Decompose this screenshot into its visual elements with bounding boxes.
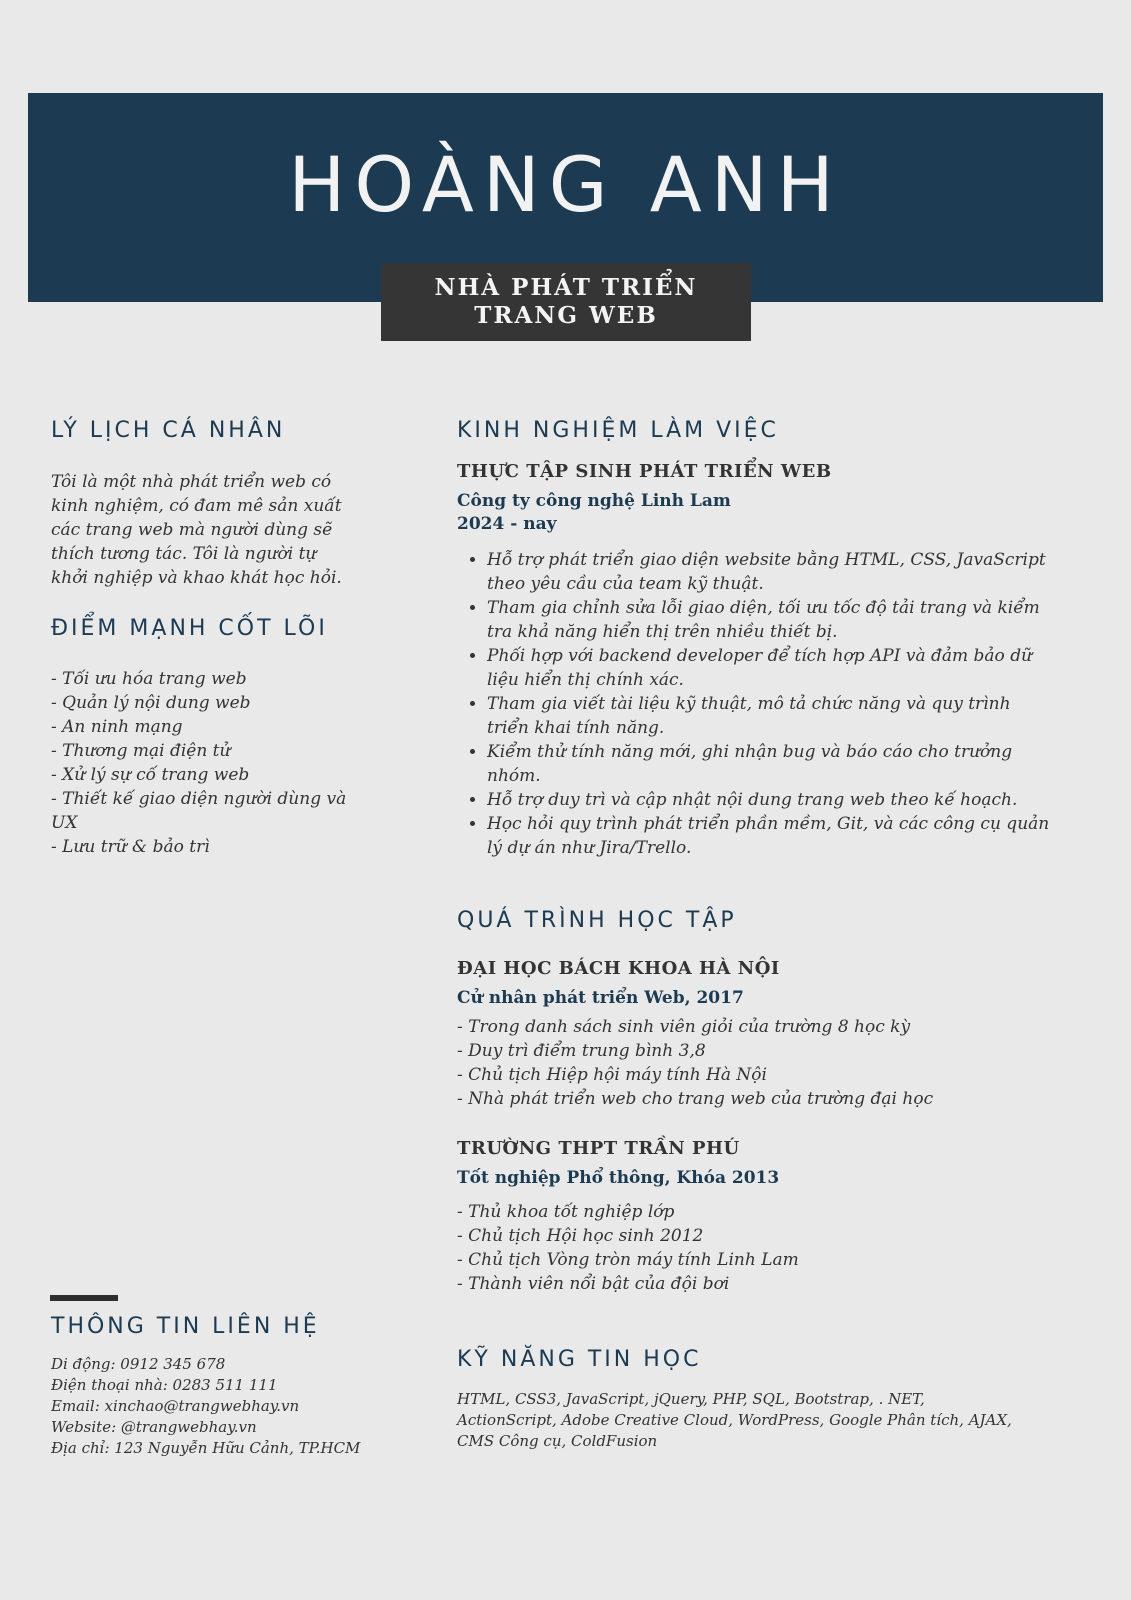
list-item: - Trong danh sách sinh viên giỏi của trường 8 học kỳ <box>457 1017 911 1037</box>
list-item: - Tối ưu hóa trang web <box>51 669 247 689</box>
experience-bullets <box>457 548 1057 860</box>
profile-text: Tôi là một nhà phát triển web có kinh nghiệm, có đam mê sản xuất các trang web mà người dùng sẽ thích tương tác. Tôi là người tự khởi nghiệp và khao khát học hỏi. <box>51 472 342 588</box>
school-name: ĐẠI HỌC BÁCH KHOA HÀ NỘI <box>457 958 780 979</box>
school-name: TRƯỜNG THPT TRẦN PHÚ <box>457 1138 740 1159</box>
job-role <box>416 274 716 330</box>
education-heading: QUÁ TRÌNH HỌC TẬP <box>457 908 737 933</box>
list-item: - Quản lý nội dung web <box>51 693 251 713</box>
list-item: • Học hỏi quy trình phát triển phần mềm, Git, và các công cụ quản lý dự án như Jira/Trello. <box>487 812 1057 860</box>
list-item: - Xử lý sự cố trang web <box>51 765 250 785</box>
school-achievements <box>457 1015 1037 1111</box>
school-degree: Cử nhân phát triển Web, 2017 <box>457 988 744 1008</box>
list-item: - Thiết kế giao diện người dùng và UX <box>51 789 347 833</box>
school-achievements <box>457 1200 1037 1296</box>
strengths-list <box>51 667 356 859</box>
contact-website: Website: @trangwebhay.vn <box>51 1418 257 1436</box>
list-item: - An ninh mạng <box>51 717 183 737</box>
contact-email: Email: xinchao@trangwebhay.vn <box>51 1397 300 1415</box>
list-item: - Thủ khoa tốt nghiệp lớp <box>457 1202 675 1222</box>
contact-heading: THÔNG TIN LIÊN HỆ <box>51 1314 320 1339</box>
contact-list <box>51 1354 360 1459</box>
school-degree: Tốt nghiệp Phổ thông, Khóa 2013 <box>457 1168 780 1188</box>
contact-mobile: Di động: 0912 345 678 <box>51 1355 226 1373</box>
company-name: Công ty công nghệ Linh Lam <box>457 491 731 511</box>
job-period: 2024 - nay <box>457 514 557 534</box>
job-role-line-1: NHÀ PHÁT TRIỂN <box>434 274 698 301</box>
job-role-line-2: TRANG WEB <box>474 302 658 329</box>
list-item: - Chủ tịch Vòng tròn máy tính Linh Lam <box>457 1250 799 1270</box>
job-title: THỰC TẬP SINH PHÁT TRIỂN WEB <box>457 461 832 482</box>
list-item: - Chủ tịch Hiệp hội máy tính Hà Nội <box>457 1065 767 1085</box>
candidate-name: HOÀNG ANH <box>288 140 843 229</box>
list-item: - Duy trì điểm trung bình 3,8 <box>457 1041 706 1061</box>
contact-address: Địa chỉ: 123 Nguyễn Hữu Cảnh, TP.HCM <box>51 1439 361 1457</box>
it-skills-text: HTML, CSS3, JavaScript, jQuery, PHP, SQL, Bootstrap, . NET, ActionScript, Adobe Creative Cloud, WordPress, Google Phân tích, AJAX, CMS Công cụ, ColdFusion <box>457 1390 1012 1450</box>
list-item: • Tham gia chỉnh sửa lỗi giao diện, tối ưu tốc độ tải trang và kiểm tra khả năng hiển thị trên nhiều thiết bị. <box>487 596 1057 644</box>
list-item: - Nhà phát triển web cho trang web của trường đại học <box>457 1089 934 1109</box>
experience-heading: KINH NGHIỆM LÀM VIỆC <box>457 418 779 443</box>
list-item: • Kiểm thử tính năng mới, ghi nhận bug và báo cáo cho trưởng nhóm. <box>487 740 1057 788</box>
list-item: - Chủ tịch Hội học sinh 2012 <box>457 1226 704 1246</box>
it-skills-heading: KỸ NĂNG TIN HỌC <box>457 1347 702 1372</box>
list-item: • Hỗ trợ phát triển giao diện website bằng HTML, CSS, JavaScript theo yêu cầu của team kỹ thuật. <box>487 548 1057 596</box>
list-item: - Thành viên nổi bật của đội bơi <box>457 1274 730 1294</box>
strengths-heading: ĐIỂM MẠNH CỐT LÕI <box>51 616 328 641</box>
list-item: • Phối hợp với backend developer để tích hợp API và đảm bảo dữ liệu hiển thị chính xác. <box>487 644 1057 692</box>
contact-home-phone: Điện thoại nhà: 0283 511 111 <box>51 1376 278 1394</box>
list-item: - Lưu trữ & bảo trì <box>51 837 210 857</box>
list-item: • Hỗ trợ duy trì và cập nhật nội dung trang web theo kế hoạch. <box>487 788 1057 812</box>
profile-heading: LÝ LỊCH CÁ NHÂN <box>51 418 286 443</box>
list-item: - Thương mại điện tử <box>51 741 231 761</box>
contact-divider <box>50 1295 118 1301</box>
role-box <box>381 263 751 341</box>
list-item: • Tham gia viết tài liệu kỹ thuật, mô tả chức năng và quy trình triển khai tính năng. <box>487 692 1057 740</box>
